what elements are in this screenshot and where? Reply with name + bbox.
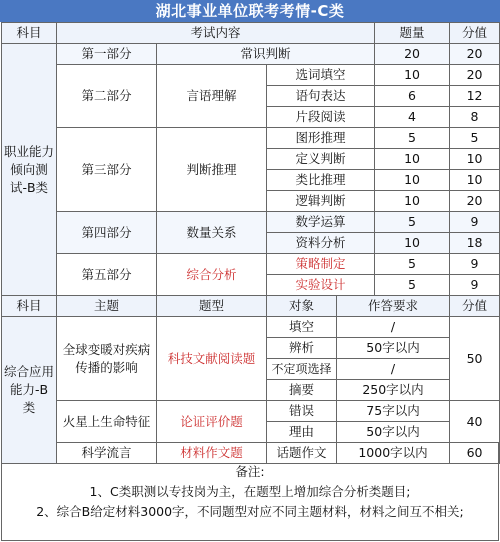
req-cell: / [337,317,450,338]
table-row [2,317,500,338]
part-cell: 第四部分 [57,212,157,254]
count-cell: 10 [375,191,450,212]
req-cell: 1000字以内 [337,443,450,464]
score-cell: 5 [450,128,500,149]
object-cell: 不定项选择 [267,359,337,380]
theme-cell: 全球变暖对疾病传播的影响 [57,317,157,401]
object-cell: 填空 [267,317,337,338]
object-cell: 话题作文 [267,443,337,464]
score-cell: 10 [450,149,500,170]
score-cell: 20 [450,44,500,65]
module-cell: 言语理解 [157,65,267,128]
object-cell: 摘要 [267,380,337,401]
score-cell: 20 [450,65,500,86]
header-content: 考试内容 [57,23,375,44]
type-cell: 定义判断 [267,149,375,170]
header-score: 分值 [450,23,500,44]
theme-cell: 科学流言 [57,443,157,464]
note-line-1: 1、C类职测以专技岗为主，在题型上增加综合分析类题目; [89,484,411,499]
part1-header-row [2,23,500,44]
score-cell: 9 [450,275,500,296]
table-row [2,128,500,149]
count-cell: 5 [375,254,450,275]
header-qtype: 题型 [157,296,267,317]
part2-header-row [2,296,500,317]
count-cell: 6 [375,86,450,107]
type-cell: 选词填空 [267,65,375,86]
part-cell: 第二部分 [57,65,157,128]
count-cell: 10 [375,170,450,191]
count-cell: 10 [375,65,450,86]
object-cell: 辨析 [267,338,337,359]
req-cell: / [337,359,450,380]
req-cell: 50字以内 [337,338,450,359]
qtype-cell: 科技文献阅读题 [157,317,267,401]
note-line-2: 2、综合B给定材料3000字，不同题型对应不同主题材料，材料之间互不相关; [36,504,464,519]
count-cell: 5 [375,212,450,233]
score-cell: 60 [450,443,500,464]
notes-title: 备注: [235,464,265,479]
qtype-cell: 论证评价题 [157,401,267,443]
page-title: 湖北事业单位联考考情-C类 [0,0,500,22]
score-cell: 18 [450,233,500,254]
header-count: 题量 [375,23,450,44]
notes-section [1,442,499,541]
count-cell: 20 [375,44,450,65]
score-cell: 40 [450,401,500,443]
header-subject: 科目 [2,23,57,44]
req-cell: 250字以内 [337,380,450,401]
table-row [2,212,500,233]
table-row [2,65,500,86]
module-cell: 判断推理 [157,128,267,212]
module-cell: 常识判断 [157,44,375,65]
score-cell: 9 [450,254,500,275]
exam-table [1,22,500,464]
score-cell: 8 [450,107,500,128]
module-cell: 数量关系 [157,212,267,254]
object-cell: 理由 [267,422,337,443]
part-cell: 第一部分 [57,44,157,65]
subject-cell-comp: 综合应用能力-B类 [2,317,57,464]
score-cell: 20 [450,191,500,212]
type-cell: 数学运算 [267,212,375,233]
count-cell: 4 [375,107,450,128]
module-cell: 综合分析 [157,254,267,296]
count-cell: 10 [375,233,450,254]
subject-cell-b: 职业能力倾向测试-B类 [2,44,57,296]
table-row [2,401,500,422]
header-theme: 主题 [57,296,157,317]
qtype-cell: 材料作文题 [157,443,267,464]
type-cell: 实验设计 [267,275,375,296]
part-cell: 第三部分 [57,128,157,212]
header-subject: 科目 [2,296,57,317]
count-cell: 10 [375,149,450,170]
req-cell: 75字以内 [337,401,450,422]
score-cell: 9 [450,212,500,233]
type-cell: 逻辑判断 [267,191,375,212]
req-cell: 50字以内 [337,422,450,443]
header-score: 分值 [450,296,500,317]
count-cell: 5 [375,275,450,296]
type-cell: 策略制定 [267,254,375,275]
table-row [2,254,500,275]
count-cell: 5 [375,128,450,149]
header-object: 对象 [267,296,337,317]
type-cell: 片段阅读 [267,107,375,128]
type-cell: 资料分析 [267,233,375,254]
type-cell: 图形推理 [267,128,375,149]
part-cell: 第五部分 [57,254,157,296]
score-cell: 50 [450,317,500,401]
type-cell: 语句表达 [267,86,375,107]
score-cell: 10 [450,170,500,191]
header-req: 作答要求 [337,296,450,317]
table-row [2,44,500,65]
score-cell: 12 [450,86,500,107]
type-cell: 类比推理 [267,170,375,191]
object-cell: 错误 [267,401,337,422]
theme-cell: 火星上生命特征 [57,401,157,443]
